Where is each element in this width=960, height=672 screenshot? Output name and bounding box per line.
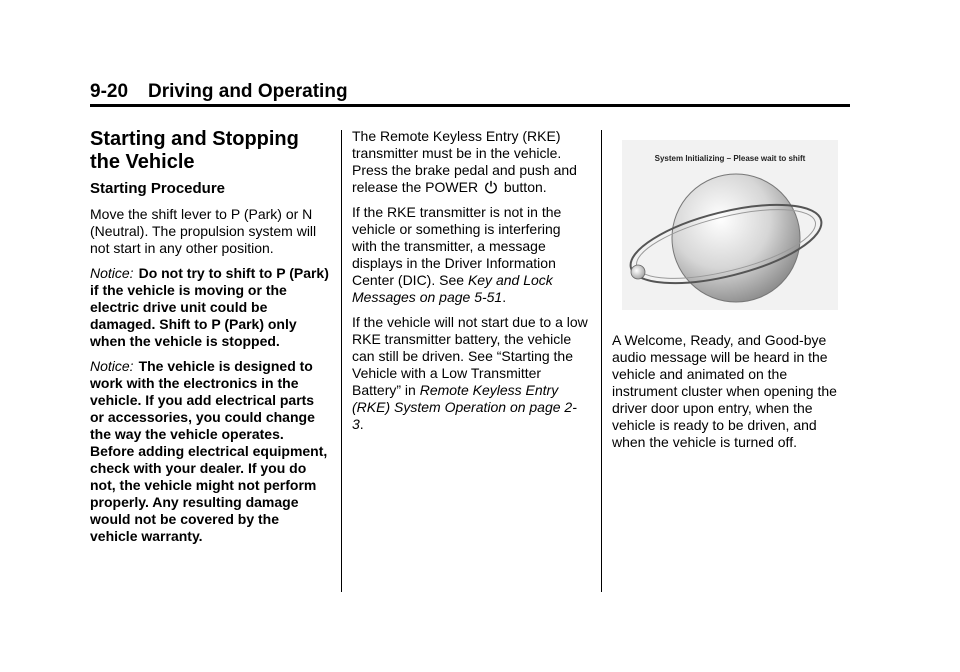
page-number: 9-20 bbox=[90, 81, 129, 102]
column-1 bbox=[90, 128, 330, 553]
dic-display-image bbox=[622, 140, 838, 310]
paragraph-text-end: button. bbox=[503, 179, 547, 195]
page-title: Starting and Stopping the Vehicle bbox=[90, 128, 299, 173]
header-text bbox=[90, 80, 850, 104]
header-rule bbox=[90, 104, 850, 107]
paragraph: A Welcome, Ready, and Good-bye audio message will be heard in the vehicle and animated on the instrument cluster when opening the driver door upon entry, when the vehicle is ready to be driven, and when the vehicle is turned off. bbox=[612, 332, 837, 450]
paragraph bbox=[352, 128, 588, 196]
notice-label: Notice: bbox=[90, 358, 134, 374]
cross-reference-link[interactable]: Remote Keyless Entry (RKE) System Operation on page 2-3 bbox=[352, 382, 577, 432]
paragraph: If the vehicle will not start due to a low RKE transmitter battery, the vehicle can still be driven. See “Starting the Vehicle with a Low Transmitter Battery” in Remote Keyless Entry (RKE) System Operation on page 2-3. bbox=[352, 314, 588, 432]
notice-1 bbox=[90, 265, 330, 350]
paragraph-text: The Remote Keyless Entry (RKE) transmitter must be in the vehicle. Press the brake pedal and push and release the POWER bbox=[352, 128, 577, 195]
column-2 bbox=[352, 128, 588, 441]
paragraph: Move the shift lever to P (Park) or N (Neutral). The propulsion system will not start in any other position. bbox=[90, 206, 317, 256]
column-divider bbox=[341, 130, 342, 592]
column-3 bbox=[612, 140, 854, 459]
subsection-title: Starting Procedure bbox=[90, 180, 226, 197]
paragraph-text: If the vehicle will not start due to a low RKE transmitter battery, the vehicle can still be driven. See “Starting the Vehicle with a Low Transmitter Battery” in bbox=[352, 314, 588, 398]
notice-text: The vehicle is designed to work with the electronics in the vehicle. If you add electrical parts or accessories, you could change the way the vehicle operates. Before adding electrical equipment, check with your dealer. If you do not, the vehicle might not perform properly. Any resulting damage would not be covered by the vehicle warranty. bbox=[90, 358, 328, 544]
column-divider bbox=[601, 130, 602, 592]
paragraph: If the RKE transmitter is not in the vehicle or something is interfering with the transmitter, a message displays in the Driver Information Center (DIC). See Key and Lock Messages on page 5-51. bbox=[352, 204, 562, 305]
dic-message: System Initializing – Please wait to shift bbox=[654, 154, 806, 163]
notice-2 bbox=[90, 358, 330, 545]
section-title: Driving and Operating bbox=[148, 81, 348, 102]
notice-text: Do not try to shift to P (Park) if the vehicle is moving or the electric drive unit could be damaged. Shift to P (Park) only when the vehicle is stopped. bbox=[90, 265, 329, 349]
cross-reference-link[interactable]: Key and Lock Messages on page 5-51 bbox=[352, 272, 553, 305]
power-icon bbox=[484, 180, 498, 194]
page-header bbox=[90, 80, 850, 104]
paragraph-text: If the RKE transmitter is not in the vehicle or something is interfering with the transmitter, a message displays in the Driver Information Center (DIC). See bbox=[352, 204, 562, 288]
notice-label: Notice: bbox=[90, 265, 134, 281]
